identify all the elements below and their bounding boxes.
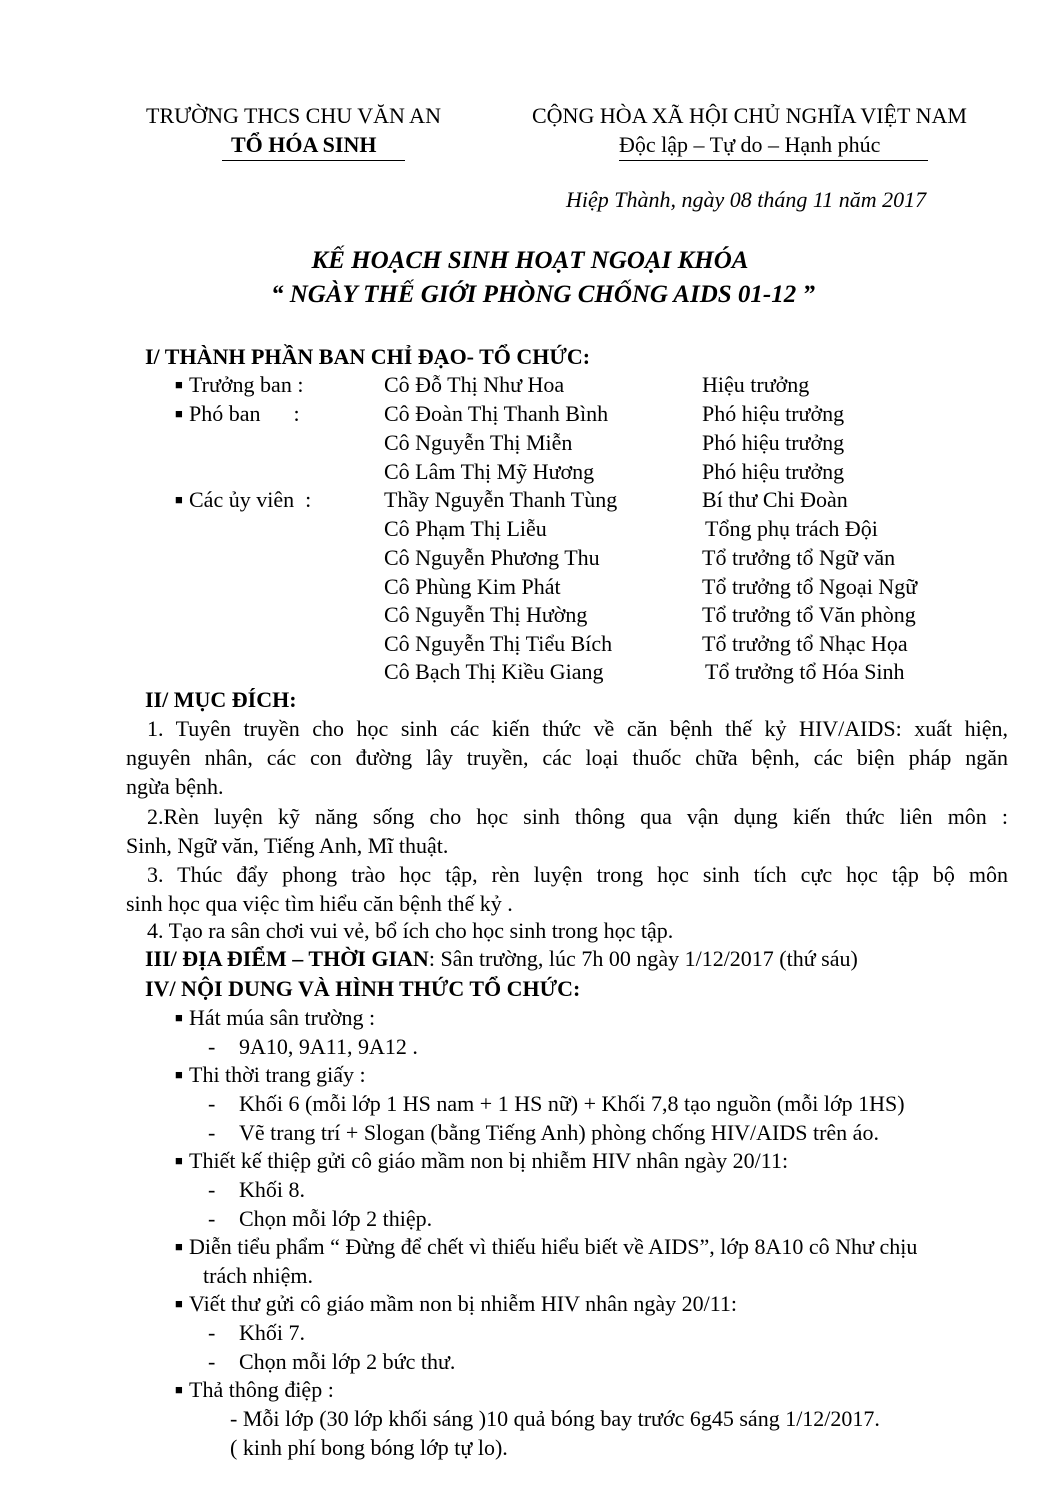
committee-member-position: Tổ trưởng tổ Ngoại Ngữ bbox=[702, 574, 918, 599]
committee-member-position: Phó hiệu trưởng bbox=[702, 459, 845, 484]
activity-subitem: Chọn mỗi lớp 2 thiệp. bbox=[239, 1206, 433, 1231]
activity-dash: - bbox=[208, 1034, 216, 1059]
committee-member-position: Tổ trưởng tổ Nhạc Họa bbox=[702, 631, 908, 656]
committee-member-position: Tổ trưởng tổ Văn phòng bbox=[702, 602, 916, 627]
activity-dash: - bbox=[208, 1320, 216, 1345]
committee-member-position: Tổ trưởng tổ Ngữ văn bbox=[702, 545, 896, 570]
committee-member-position: Phó hiệu trưởng bbox=[702, 430, 845, 455]
bullet-icon: ■ bbox=[175, 492, 183, 507]
committee-member-name: Cô Đoàn Thị Thanh Bình bbox=[384, 401, 609, 426]
bullet-icon: ■ bbox=[175, 377, 183, 392]
activity-dash: - bbox=[208, 1091, 216, 1116]
bullet-icon: ■ bbox=[175, 406, 183, 421]
activity-item: ■ Thiết kế thiệp gửi cô giáo mầm non bị nhiễm HIV nhân ngày 20/11: bbox=[175, 1148, 789, 1173]
committee-member-name: Cô Đỗ Thị Như Hoa bbox=[384, 372, 565, 397]
activity-subitem: Khối 6 (mỗi lớp 1 HS nam + 1 HS nữ) + Khối 7,8 tạo nguồn (mỗi lớp 1HS) bbox=[239, 1091, 905, 1116]
purpose-3 bbox=[126, 860, 1008, 918]
republic-name: CỘNG HÒA XÃ HỘI CHỦ NGHĨA VIỆT NAM bbox=[532, 103, 967, 128]
purpose-1 bbox=[126, 714, 1008, 801]
purpose-2-line: Sinh, Ngữ văn, Tiếng Anh, Mĩ thuật. bbox=[126, 833, 449, 858]
committee-member-name: Cô Phùng Kim Phát bbox=[384, 574, 561, 599]
committee-member-position: Tổ trưởng tổ Hóa Sinh bbox=[705, 659, 905, 684]
section4-heading: IV/ NỘI DUNG VÀ HÌNH THỨC TỔ CHỨC: bbox=[145, 976, 581, 1001]
school-name: TRƯỜNG THCS CHU VĂN AN bbox=[146, 103, 441, 128]
place-date: Hiệp Thành, ngày 08 tháng 11 năm 2017 bbox=[566, 187, 927, 212]
committee-role: ■ Trưởng ban : bbox=[175, 372, 304, 397]
purpose-4: 4. Tạo ra sân chơi vui vẻ, bổ ích cho học sinh trong học tập. bbox=[147, 918, 674, 943]
activity-subitem: Vẽ trang trí + Slogan (bằng Tiếng Anh) phòng chống HIV/AIDS trên áo. bbox=[239, 1120, 879, 1145]
committee-member-position: Tổng phụ trách Đội bbox=[705, 516, 878, 541]
activity-subitem: - Mỗi lớp (30 lớp khối sáng )10 quả bóng bay trước 6g45 sáng 1/12/2017. bbox=[230, 1406, 880, 1431]
activity-subitem: ( kinh phí bong bóng lớp tự lo). bbox=[230, 1435, 508, 1460]
section3-heading: III/ ĐỊA ĐIỂM – THỜI GIAN bbox=[145, 946, 429, 971]
committee-member-position: Hiệu trưởng bbox=[702, 372, 810, 397]
section3-line bbox=[145, 946, 858, 972]
activity-subitem: Khối 8. bbox=[239, 1177, 305, 1202]
committee-role: ■ Các ủy viên : bbox=[175, 487, 312, 512]
activity-subitem: Chọn mỗi lớp 2 bức thư. bbox=[239, 1349, 456, 1374]
committee-member-name: Cô Lâm Thị Mỹ Hương bbox=[384, 459, 595, 484]
purpose-1-line: nguyên nhân, các con đường lây truyền, các loại thuốc chữa bệnh, các biện pháp ngăn bbox=[126, 745, 1008, 770]
bullet-icon: ■ bbox=[175, 1296, 183, 1311]
committee-member-name: Cô Phạm Thị Liễu bbox=[384, 516, 547, 541]
committee-member-name: Thầy Nguyễn Thanh Tùng bbox=[384, 487, 618, 512]
committee-role: ■ Phó ban : bbox=[175, 401, 300, 426]
purpose-1-line: 1. Tuyên truyền cho học sinh các kiến thức về căn bệnh thế kỷ HIV/AIDS: xuất hiện, bbox=[147, 716, 1008, 741]
department-name: TỔ HÓA SINH bbox=[231, 132, 377, 157]
bullet-icon: ■ bbox=[175, 1153, 183, 1168]
activity-item: ■ Diễn tiểu phẩm “ Đừng để chết vì thiếu hiểu biết về AIDS”, lớp 8A10 cô Như chịu bbox=[175, 1234, 918, 1259]
activity-item: ■ Viết thư gửi cô giáo mầm non bị nhiễm HIV nhân ngày 20/11: bbox=[175, 1291, 738, 1316]
activity-item: ■ Thi thời trang giấy : bbox=[175, 1062, 366, 1087]
activity-dash: - bbox=[208, 1349, 216, 1374]
activity-subitem: Khối 7. bbox=[239, 1320, 305, 1345]
committee-member-name: Cô Nguyễn Thị Hường bbox=[384, 602, 588, 627]
document-subtitle: “ NGÀY THẾ GIỚI PHÒNG CHỐNG AIDS 01-12 ” bbox=[270, 281, 815, 308]
bullet-icon: ■ bbox=[175, 1067, 183, 1082]
purpose-2-line: 2.Rèn luyện kỹ năng sống cho học sinh thông qua vận dụng kiến thức liên môn : bbox=[147, 804, 1008, 829]
purpose-3-line: 3. Thúc đẩy phong trào học tập, rèn luyện trong học sinh tích cực học tập bộ môn bbox=[147, 862, 1008, 887]
committee-member-position: Bí thư Chi Đoàn bbox=[702, 487, 848, 512]
department-underline bbox=[222, 160, 405, 161]
bullet-icon: ■ bbox=[175, 1239, 183, 1254]
committee-member-name: Cô Bạch Thị Kiều Giang bbox=[384, 659, 604, 684]
activity-dash: - bbox=[208, 1206, 216, 1231]
committee-member-position: Phó hiệu trưởng bbox=[702, 401, 845, 426]
activity-dash: - bbox=[208, 1120, 216, 1145]
bullet-icon: ■ bbox=[175, 1010, 183, 1025]
motto-underline bbox=[619, 160, 928, 161]
purpose-1-line: ngừa bệnh. bbox=[126, 774, 224, 799]
committee-member-name: Cô Nguyễn Thị Tiểu Bích bbox=[384, 631, 613, 656]
activity-item-continuation: trách nhiệm. bbox=[203, 1263, 313, 1288]
section1-heading: I/ THÀNH PHẦN BAN CHỈ ĐẠO- TỔ CHỨC: bbox=[145, 344, 591, 369]
activity-item: ■ Thả thông điệp : bbox=[175, 1377, 334, 1402]
committee-member-name: Cô Nguyễn Thị Miễn bbox=[384, 430, 573, 455]
national-motto: Độc lập – Tự do – Hạnh phúc bbox=[619, 132, 881, 157]
activity-subitem: 9A10, 9A11, 9A12 . bbox=[239, 1034, 418, 1059]
section3-details: : Sân trường, lúc 7h 00 ngày 1/12/2017 (thứ sáu) bbox=[428, 946, 858, 971]
purpose-2 bbox=[126, 802, 1008, 860]
activity-dash: - bbox=[208, 1177, 216, 1202]
purpose-3-line: sinh học qua việc tìm hiểu căn bệnh thế kỷ . bbox=[126, 891, 513, 916]
activity-item: ■ Hát múa sân trường : bbox=[175, 1005, 376, 1030]
committee-member-name: Cô Nguyễn Phương Thu bbox=[384, 545, 600, 570]
section2-heading: II/ MỤC ĐÍCH: bbox=[145, 687, 297, 712]
bullet-icon: ■ bbox=[175, 1382, 183, 1397]
document-title: KẾ HOẠCH SINH HOẠT NGOẠI KHÓA bbox=[311, 247, 749, 274]
